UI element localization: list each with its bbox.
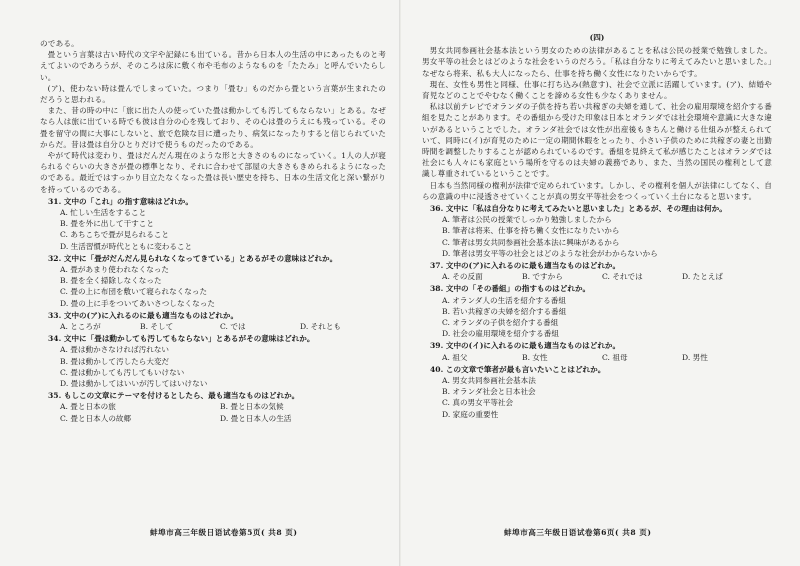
option-32a: A. 畳があまり使われなくなった (60, 265, 170, 274)
option-38a: A. オランダ人の生活を紹介する番組 (442, 295, 566, 305)
passage-paragraph: やがて時代は変わり、畳はだんだん現在のような形と大きさのものになっていく。1人の人が寝られるぐらいの大きさが畳の標準となり、それに合わせて部屋の大きさもきめられるようになったのである。最近ではすっかり目立たなくなった畳は長い歴史を持ち、日本の生活文化と深い繋がりを持っているのである。 (40, 151, 386, 194)
option-32c: C. 畳の上に布団を敷いて寝られなくなった (60, 287, 208, 297)
option-35d: D. 畳と日本人の生活 (220, 413, 292, 423)
option-40b: B. オランダ社会と日本社会 (442, 387, 536, 397)
option-34b: B. 畳は動かして汚したら大変だ (60, 356, 170, 366)
option-36b: B. 筆者は将来、仕事を持ち働く女性になりたいから (442, 226, 620, 236)
option-37a: A. その反面 (442, 272, 483, 282)
option-39b: B. 女性 (522, 352, 548, 362)
option-35c: C. 畳と日本人の故郷 (60, 413, 132, 423)
passage-paragraph: (ア)、使わない時は畳んでしまっていた。つまり「畳む」ものだから畳という言葉が生まれたのだろうと思われる。 (40, 83, 386, 105)
question-34: 34. 文中に「畳は動かしても汚してもならない」とあるがその意味はどれか。 (48, 334, 315, 344)
option-31d: D. 生活習慣が時代とともに変わること (60, 241, 193, 251)
option-38c: C. オランダの子供を紹介する番組 (442, 317, 559, 327)
page-footer: 蚌埠市高三年级日语试卷第5页( 共8 页) (150, 527, 298, 537)
passage-paragraph: また、昔の時の中に「旅に出た人の使っていた畳は動かしても汚してもならない」とある。なぜなら人は旅に出ている時でも彼は自分の心を残しており、その心は畳のうえにも残っている。その畳を留守の間に大事にしないと、旅で危険な目に遭ったり、病気になったりすると信じられていたからだ。昔は畳は自分ひとりだけで使うものだったのである。 (40, 106, 386, 149)
option-39c: C. 祖母 (602, 352, 628, 362)
option-35b: B. 畳と日本の気候 (220, 402, 284, 412)
passage-paragraph: 日本も当然同様の権利が法律で定められています。しかし、その権利を個人が法律にしてなく、自らの意識の中に浸透させていくことが真の男女平等社会をつくっていく土台になると思います。 (422, 180, 772, 201)
option-36a: A. 筆者は公民の授業でしっかり勉強しましたから (442, 215, 612, 225)
option-34d: D. 畳は動かしてはいいが汚してはいけない (60, 378, 208, 388)
question-40: 40. この文章で筆者が最も言いたいことはどれか。 (430, 364, 606, 374)
question-31: 31. 文中の「これ」の指す意味はどれか。 (48, 196, 193, 206)
passage-paragraph: のである。 (40, 39, 79, 48)
option-38b: B. 若い共稼ぎの夫婦を紹介する番組 (442, 306, 567, 316)
option-33b: B. そして (140, 321, 174, 331)
option-36c: C. 筆者は男女共同参画社会基本法に興味があるから (442, 237, 620, 247)
option-31c: C. あちこちで畳が見られること (60, 230, 170, 240)
option-33d: D. それとも (300, 321, 342, 331)
question-33: 33. 文中の(ア)に入れるのに最も適当なものはどれか。 (48, 310, 239, 320)
option-40a: A. 男女共同参画社会基本法 (442, 375, 536, 385)
option-32d: D. 畳の上に手をついてあいさつしなくなった (60, 298, 215, 308)
option-35a: A. 畳と日本の旅 (60, 402, 116, 412)
option-34c: C. 畳は動かしても汚してもいけない (60, 367, 185, 377)
passage-paragraph: 畳という言葉は古い時代の文字や記録にも出ている。昔から日本人の生活の中にあったものと考えてよいのであろうが、そのころは床に敷く布や毛布のようなものを「たたみ」と呼んでいたらしい。 (40, 50, 386, 82)
option-39d: D. 男性 (682, 352, 708, 362)
option-36d: D. 筆者は男女平等の社会とはどのような社会がわからないから (442, 248, 658, 258)
option-32b: B. 畳を全く掃除しなくなった (60, 276, 162, 286)
passage-paragraph: 私は以前テレビでオランダの子供を持ち若い共稼ぎの夫婦を通して、社会の雇用環境を紹介する番組を見たことがあります。その番組から受けた印象は日本とオランダでは社会環境や意識に大きな違いがあるということでした。オランダ社会では女性が出産後もきちんと働ける仕組みが整えられていて、同時に(イ)が育児のために一定の期間休暇をとったり、小さい子供のために共稼ぎの妻と出勤時間を調整したりすることが認められているのです。番組を見終えて私が感じたことはオランダでは社会にも人々にも家庭という場所を守るのは夫婦の義務であり、また、当然の国民の権利として意識し尊重されているということです。 (422, 102, 772, 179)
page-footer: 蚌埠市高三年级日语试卷第6页( 共8 页) (504, 527, 652, 537)
option-33a: A. ところが (60, 321, 101, 331)
option-31a: A. 忙しい生活をすること (60, 208, 147, 218)
question-32: 32. 文中に「畳がだんだん見られなくなってきている」とあるがその意味はどれか。 (48, 253, 338, 263)
passage-paragraph: 現在、女性も男性と同様、仕事に打ち込み(熱意す)、社会で立派に活躍しています。(ア)、結婚や育児などのことでやむなく働くことを諦める女性も少なくありません。 (422, 79, 772, 101)
option-37b: B. ですから (522, 272, 563, 282)
section-title: (四) (589, 33, 605, 42)
question-39: 39. 文中の(イ)に入れるのに最も適当なものはどれか。 (430, 341, 621, 351)
question-35: 35. もしこの文章にテーマを付けるとしたら、最も適当なものはどれか。 (48, 391, 300, 401)
option-38d: D. 社会の雇用環境を紹介する番組 (442, 329, 559, 339)
option-37d: D. たとえば (682, 272, 724, 282)
question-38: 38. 文中の「その番組」の指すものはどれか。 (430, 284, 591, 294)
option-37c: C. それでは (602, 272, 643, 282)
option-33c: C. では (220, 321, 246, 331)
right-page (400, 0, 800, 566)
option-39a: A. 祖父 (442, 352, 468, 362)
passage-paragraph: 男女共同参画社会基本法という男女のための法律があることを私は公民の授業で勉強しました。男女平等の社会とはどのような社会をいうのだろう。「私は自分なりに考えてみたいと思いました。」なぜなら将来、私も大人になったら、仕事を持ち働く女性になりたいからです。 (422, 46, 772, 78)
question-36: 36. 文中に「私は自分なりに考えてみたいと思いました」とあるが、その理由は何か。 (430, 204, 727, 214)
option-31b: B. 畳を外に出して干すこと (60, 219, 154, 229)
option-40c: C. 真の男女平等社会 (442, 398, 514, 408)
option-40d: D. 家庭の重要性 (442, 409, 499, 419)
option-34a: A. 畳は動かさなければ汚れない (60, 345, 170, 355)
question-37: 37. 文中の(ア)に入れるのに最も適当なものはどれか。 (430, 261, 621, 270)
